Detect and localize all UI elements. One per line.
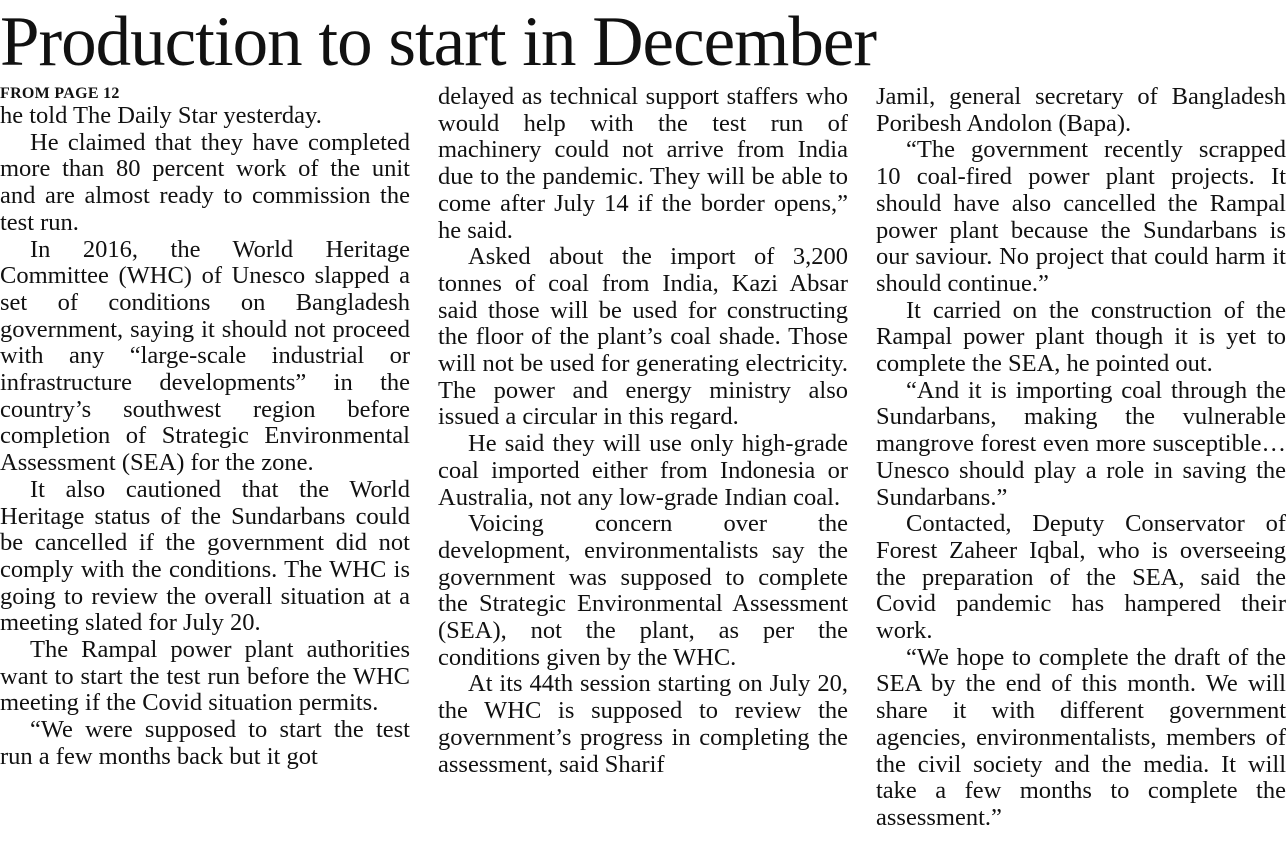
paragraph: He said they will use only high-grade coal imported either from Indonesia or Australia, not any low-grade Indian coal.	[438, 430, 848, 511]
paragraph: delayed as technical support staffers who would help with the test run of machinery could not arrive from India due to the pandemic. They will be able to come after July 14 if the border opens,” he said.	[438, 83, 848, 244]
paragraph: “We hope to complete the draft of the SEA by the end of this month. We will share it with different government agencies, environmentalists, members of the civil society and the media. It will take a few months to complete the assessment.”	[876, 643, 1286, 831]
paragraph: “We were supposed to start the test run a few months back but it got	[0, 716, 410, 770]
paragraph: It also cautioned that the World Heritage status of the Sundarbans could be cancelled if the government did not comply with the conditions. The WHC is going to review the overall situation at a meeting slated for July 20.	[0, 475, 410, 637]
paragraph: he told The Daily Star yesterday.	[0, 102, 322, 129]
paragraph: Asked about the import of 3,200 tonnes of coal from India, Kazi Absar said those will be used for constructing the floor of the plant’s coal shade. Those will not be used for generating electricity. The power and energy ministry also issued a circular in this regard.	[438, 243, 848, 431]
paragraph: Jamil, general secretary of Bangladesh Poribesh Andolon (Bapa).	[876, 83, 1286, 137]
article-column-3	[876, 84, 1286, 832]
paragraph: Contacted, Deputy Conservator of Forest Zaheer Iqbal, who is overseeing the preparation of the SEA, said the Covid pandemic has hampered their work.	[876, 510, 1286, 645]
article-column-2	[438, 84, 848, 778]
paragraph: “And it is importing coal through the Sundarbans, making the vulnerable mangrove forest even more susceptible… Unesco should play a role in saving the Sundarbans.”	[876, 376, 1286, 511]
article-column-1	[0, 84, 410, 771]
continuation-kicker: FROM PAGE 12	[0, 85, 120, 102]
paragraph: “The government recently scrapped 10 coal-fired power plant projects. It should have also cancelled the Rampal power plant because the Sundarbans is our saviour. No project that could harm it should continue.”	[876, 136, 1286, 297]
paragraph: In 2016, the World Heritage Committee (WHC) of Unesco slapped a set of conditions on Bangladesh government, saying it should not proceed with any “large-scale industrial or infrastructure developments” in the country’s southwest region before completion of Strategic Environmental Assessment (SEA) for the zone.	[0, 235, 410, 477]
paragraph: The Rampal power plant authorities want to start the test run before the WHC meeting if the Covid situation permits.	[0, 636, 410, 717]
paragraph: He claimed that they have completed more than 80 percent work of the unit and are almost ready to commission the test run.	[0, 128, 410, 236]
headline: Production to start in December	[0, 3, 876, 81]
paragraph: At its 44th session starting on July 20, the WHC is supposed to review the government’s progress in completing the assessment, said Sharif	[438, 670, 848, 778]
paragraph: It carried on the construction of the Rampal power plant though it is yet to complete the SEA, he pointed out.	[876, 296, 1286, 378]
paragraph: Voicing concern over the development, environmentalists say the government was supposed to complete the Strategic Environmental Assessment (SEA), not the plant, as per the conditions given by the WHC.	[438, 510, 848, 671]
